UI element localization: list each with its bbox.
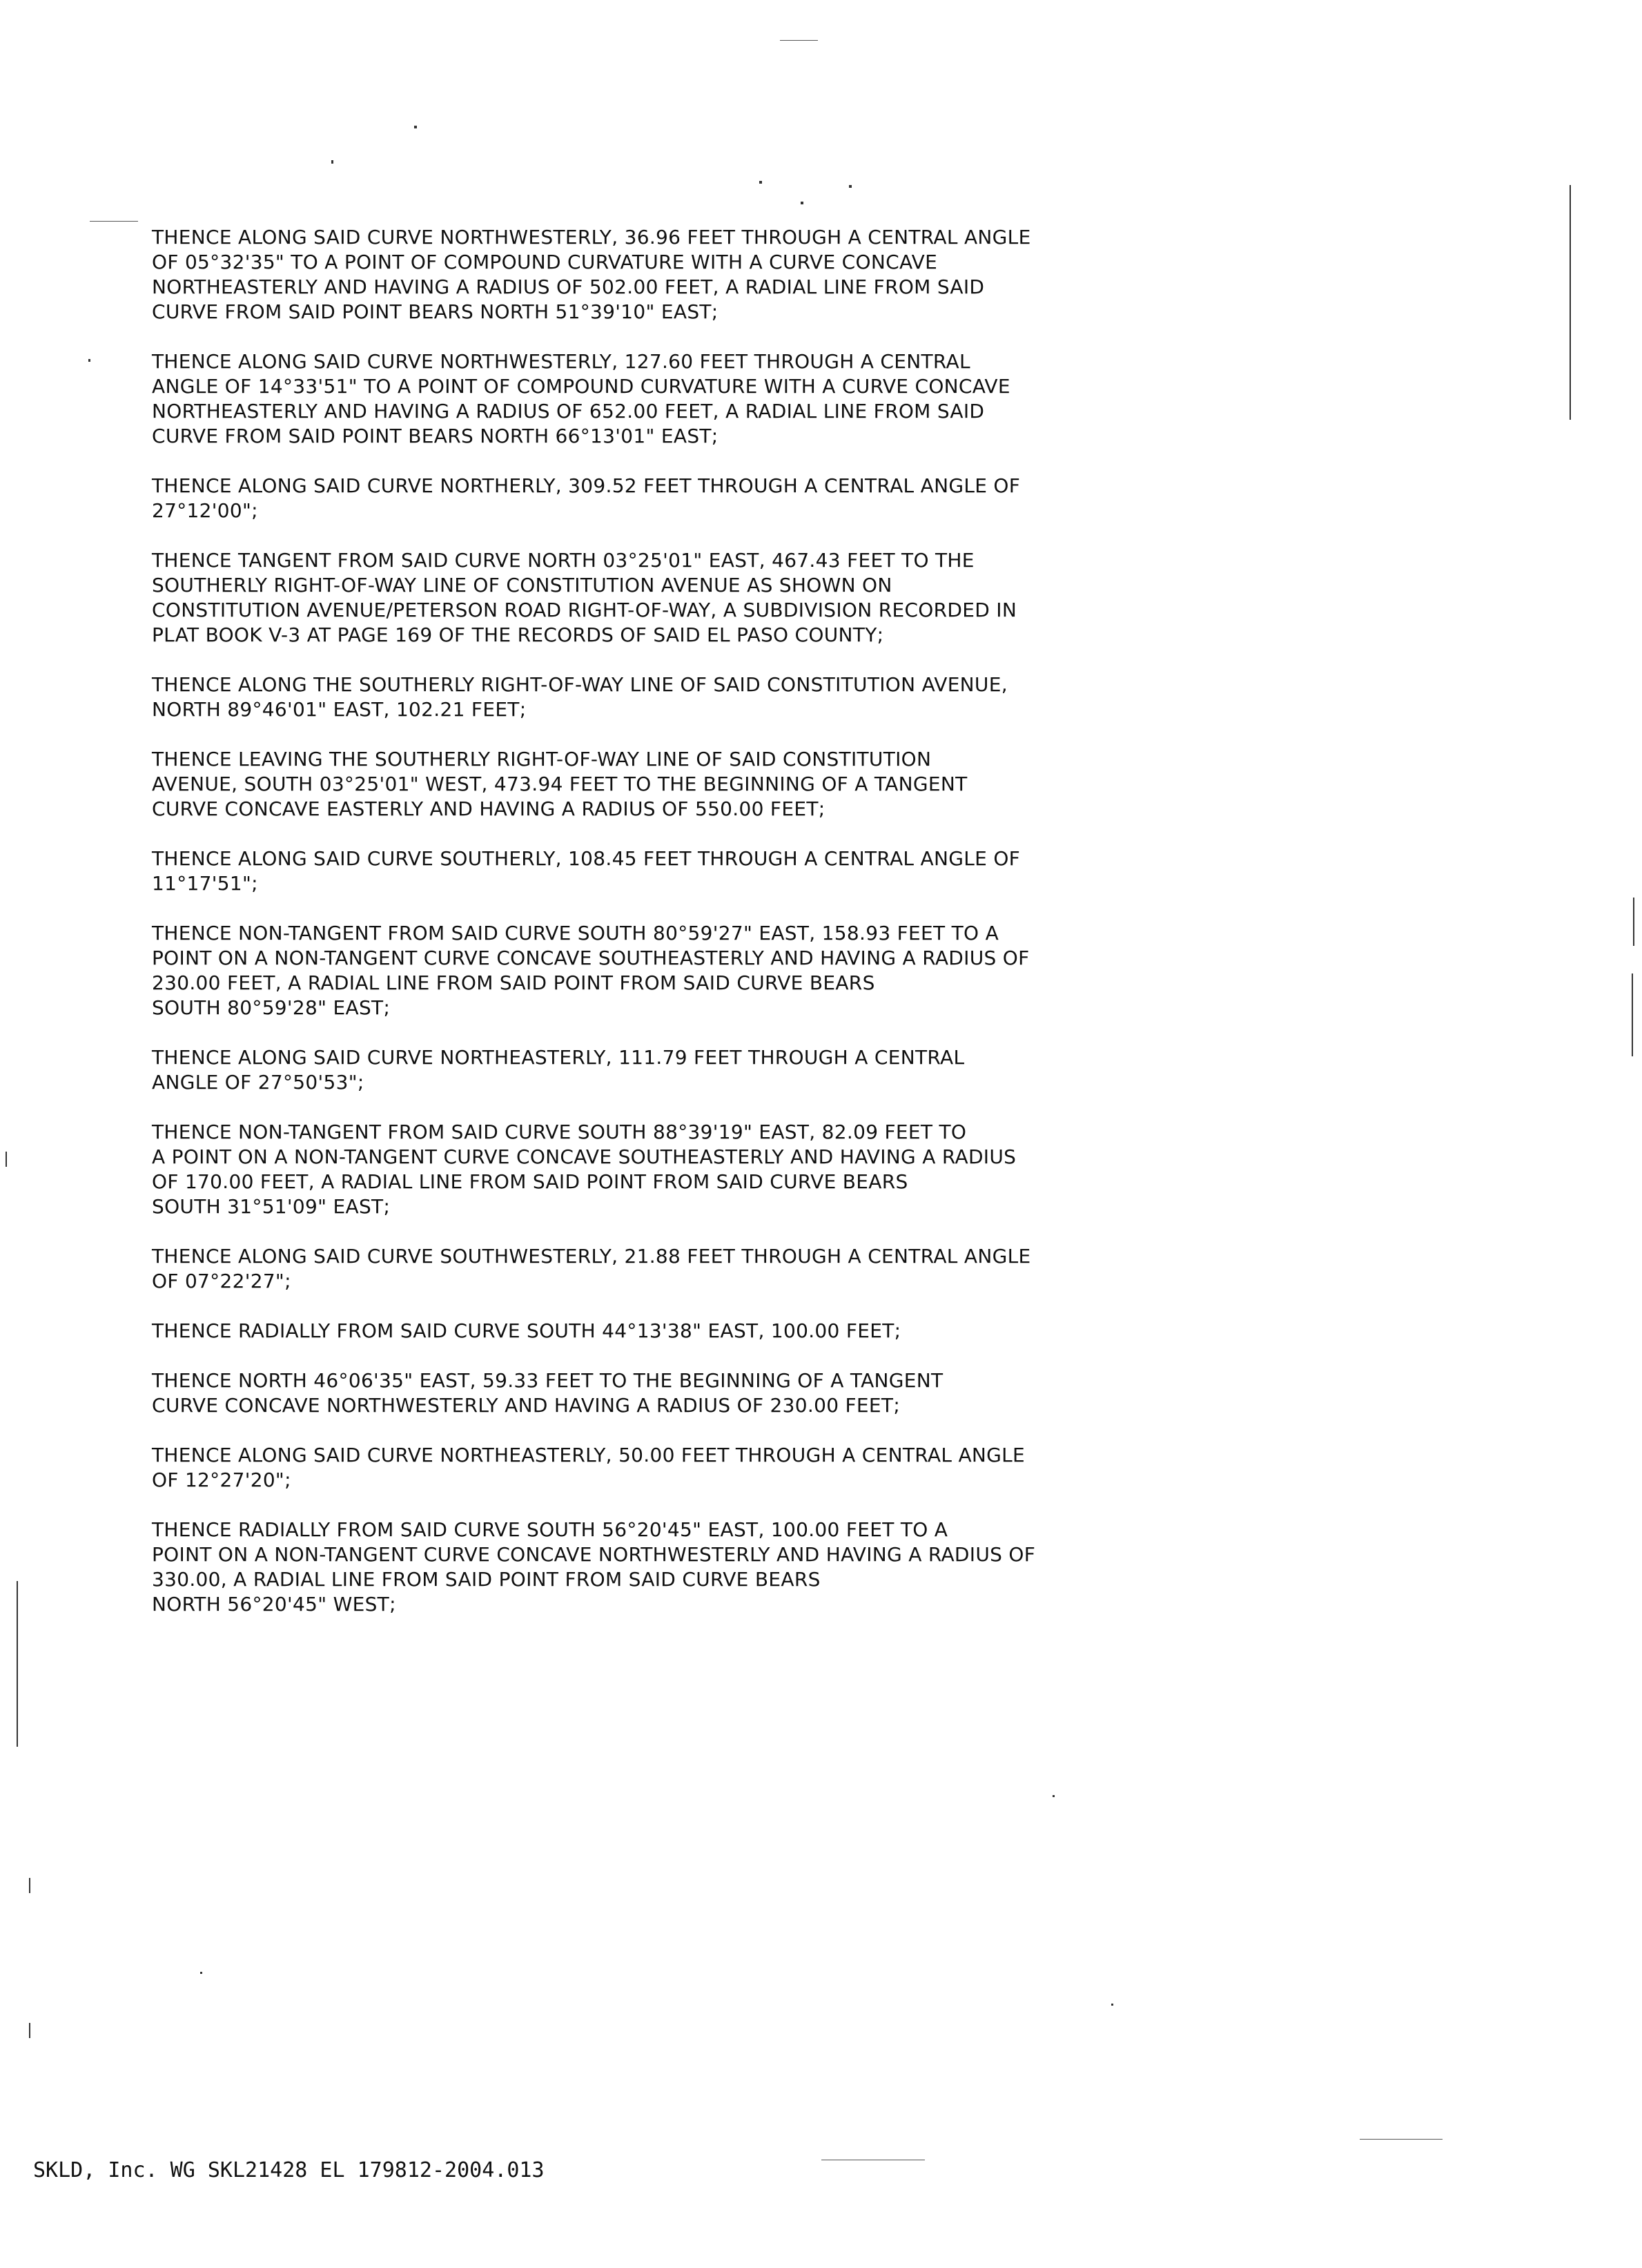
scan-smudge <box>780 40 818 41</box>
scan-speck <box>1053 1795 1055 1797</box>
scan-smudge <box>90 221 138 222</box>
scan-edge-mark <box>17 1581 18 1747</box>
paragraph-line: THENCE NON-TANGENT FROM SAID CURVE SOUTH 88°39'19" EAST, 82.09 FEET TO <box>152 1121 967 1143</box>
paragraph-line: CURVE CONCAVE NORTHWESTERLY AND HAVING A RADIUS OF 230.00 FEET; <box>152 1394 901 1417</box>
paragraph-line: OF 07°22'27"; <box>152 1270 291 1292</box>
paragraph-line: THENCE ALONG SAID CURVE NORTHERLY, 309.52 FEET THROUGH A CENTRAL ANGLE OF <box>152 474 1021 497</box>
paragraph-line: CURVE CONCAVE EASTERLY AND HAVING A RADIUS OF 550.00 FEET; <box>152 797 825 820</box>
paragraph-line: CURVE FROM SAID POINT BEARS NORTH 51°39'10" EAST; <box>152 300 719 323</box>
paragraph-line: THENCE ALONG THE SOUTHERLY RIGHT-OF-WAY LINE OF SAID CONSTITUTION AVENUE, <box>152 673 1008 696</box>
scan-edge-mark <box>29 1878 30 1893</box>
scan-speck <box>414 126 417 128</box>
scan-edge-mark <box>1633 898 1634 946</box>
paragraph-line: THENCE LEAVING THE SOUTHERLY RIGHT-OF-WAY LINE OF SAID CONSTITUTION <box>152 748 932 770</box>
paragraph-line: THENCE TANGENT FROM SAID CURVE NORTH 03°25'01" EAST, 467.43 FEET TO THE <box>152 549 975 572</box>
paragraph-line: 27°12'00"; <box>152 499 258 522</box>
legal-paragraph <box>152 349 1173 449</box>
paragraph-line: OF 12°27'20"; <box>152 1469 291 1491</box>
paragraph-line: NORTH 89°46'01" EAST, 102.21 FEET; <box>152 698 527 721</box>
paragraph-line: THENCE ALONG SAID CURVE SOUTHWESTERLY, 21.88 FEET THROUGH A CENTRAL ANGLE <box>152 1245 1031 1268</box>
legal-paragraph <box>152 921 1173 1020</box>
paragraph-line: A POINT ON A NON-TANGENT CURVE CONCAVE SOUTHEASTERLY AND HAVING A RADIUS <box>152 1145 1017 1168</box>
paragraph-line: POINT ON A NON-TANGENT CURVE CONCAVE NORTHWESTERLY AND HAVING A RADIUS OF <box>152 1543 1036 1566</box>
paragraph-line: THENCE RADIALLY FROM SAID CURVE SOUTH 44°13'38" EAST, 100.00 FEET; <box>152 1319 901 1342</box>
legal-description-text <box>152 225 1173 1642</box>
legal-paragraph <box>152 1120 1173 1219</box>
paragraph-line: 330.00, A RADIAL LINE FROM SAID POINT FROM SAID CURVE BEARS <box>152 1568 821 1591</box>
paragraph-line: THENCE ALONG SAID CURVE NORTHWESTERLY, 127.60 FEET THROUGH A CENTRAL <box>152 350 970 373</box>
legal-paragraph <box>152 747 1173 822</box>
scan-edge-mark <box>1632 973 1633 1056</box>
legal-paragraph <box>152 1368 1173 1418</box>
scan-speck <box>331 160 333 164</box>
paragraph-line: THENCE NON-TANGENT FROM SAID CURVE SOUTH 80°59'27" EAST, 158.93 FEET TO A <box>152 922 999 944</box>
scan-smudge <box>1360 2139 1443 2140</box>
paragraph-line: AVENUE, SOUTH 03°25'01" WEST, 473.94 FEET TO THE BEGINNING OF A TANGENT <box>152 773 968 795</box>
paragraph-line: THENCE ALONG SAID CURVE SOUTHERLY, 108.45 FEET THROUGH A CENTRAL ANGLE OF <box>152 847 1021 870</box>
legal-paragraph <box>152 672 1173 722</box>
scan-speck <box>759 181 762 184</box>
paragraph-line: NORTHEASTERLY AND HAVING A RADIUS OF 652.00 FEET, A RADIAL LINE FROM SAID <box>152 400 985 423</box>
legal-paragraph <box>152 1319 1173 1344</box>
legal-paragraph <box>152 1443 1173 1493</box>
legal-paragraph <box>152 1244 1173 1294</box>
legal-paragraph <box>152 474 1173 523</box>
legal-paragraph <box>152 548 1173 648</box>
paragraph-line: SOUTHERLY RIGHT-OF-WAY LINE OF CONSTITUTION AVENUE AS SHOWN ON <box>152 574 892 597</box>
scan-speck <box>849 185 852 188</box>
paragraph-line: PLAT BOOK V-3 AT PAGE 169 OF THE RECORDS OF SAID EL PASO COUNTY; <box>152 623 884 646</box>
paragraph-line: 11°17'51"; <box>152 872 258 895</box>
paragraph-line: THENCE ALONG SAID CURVE NORTHEASTERLY, 50.00 FEET THROUGH A CENTRAL ANGLE <box>152 1444 1026 1466</box>
paragraph-line: ANGLE OF 27°50'53"; <box>152 1071 364 1094</box>
paragraph-line: POINT ON A NON-TANGENT CURVE CONCAVE SOUTHEASTERLY AND HAVING A RADIUS OF <box>152 947 1030 969</box>
legal-paragraph <box>152 1518 1173 1617</box>
legal-paragraph <box>152 1045 1173 1095</box>
paragraph-line: ANGLE OF 14°33'51" TO A POINT OF COMPOUND CURVATURE WITH A CURVE CONCAVE <box>152 375 1010 398</box>
paragraph-line: OF 05°32'35" TO A POINT OF COMPOUND CURVATURE WITH A CURVE CONCAVE <box>152 251 938 273</box>
scan-edge-mark <box>1570 185 1571 420</box>
paragraph-line: SOUTH 80°59'28" EAST; <box>152 996 391 1019</box>
paragraph-line: NORTHEASTERLY AND HAVING A RADIUS OF 502.00 FEET, A RADIAL LINE FROM SAID <box>152 275 985 298</box>
scan-speck <box>1111 2004 1113 2006</box>
paragraph-line: CONSTITUTION AVENUE/PETERSON ROAD RIGHT-OF-WAY, A SUBDIVISION RECORDED IN <box>152 599 1017 621</box>
paragraph-line: SOUTH 31°51'09" EAST; <box>152 1195 391 1218</box>
paragraph-line: CURVE FROM SAID POINT BEARS NORTH 66°13'01" EAST; <box>152 425 719 447</box>
scan-speck <box>801 202 803 204</box>
paragraph-line: NORTH 56°20'45" WEST; <box>152 1593 396 1616</box>
scan-edge-mark <box>6 1152 7 1167</box>
scan-speck <box>200 1972 202 1974</box>
paragraph-line: THENCE ALONG SAID CURVE NORTHEASTERLY, 111.79 FEET THROUGH A CENTRAL <box>152 1046 965 1069</box>
legal-paragraph <box>152 846 1173 896</box>
paragraph-line: THENCE RADIALLY FROM SAID CURVE SOUTH 56°20'45" EAST, 100.00 FEET TO A <box>152 1518 948 1541</box>
paragraph-line: THENCE NORTH 46°06'35" EAST, 59.33 FEET TO THE BEGINNING OF A TANGENT <box>152 1369 944 1392</box>
scan-edge-mark <box>29 2023 30 2038</box>
paragraph-line: 230.00 FEET, A RADIAL LINE FROM SAID POINT FROM SAID CURVE BEARS <box>152 971 875 994</box>
scan-speck <box>88 359 90 362</box>
paragraph-line: OF 170.00 FEET, A RADIAL LINE FROM SAID POINT FROM SAID CURVE BEARS <box>152 1170 908 1193</box>
footer-document-id: SKLD, Inc. WG SKL21428 EL 179812-2004.013 <box>33 2158 545 2182</box>
legal-paragraph <box>152 225 1173 324</box>
paragraph-line: THENCE ALONG SAID CURVE NORTHWESTERLY, 36.96 FEET THROUGH A CENTRAL ANGLE <box>152 226 1031 249</box>
